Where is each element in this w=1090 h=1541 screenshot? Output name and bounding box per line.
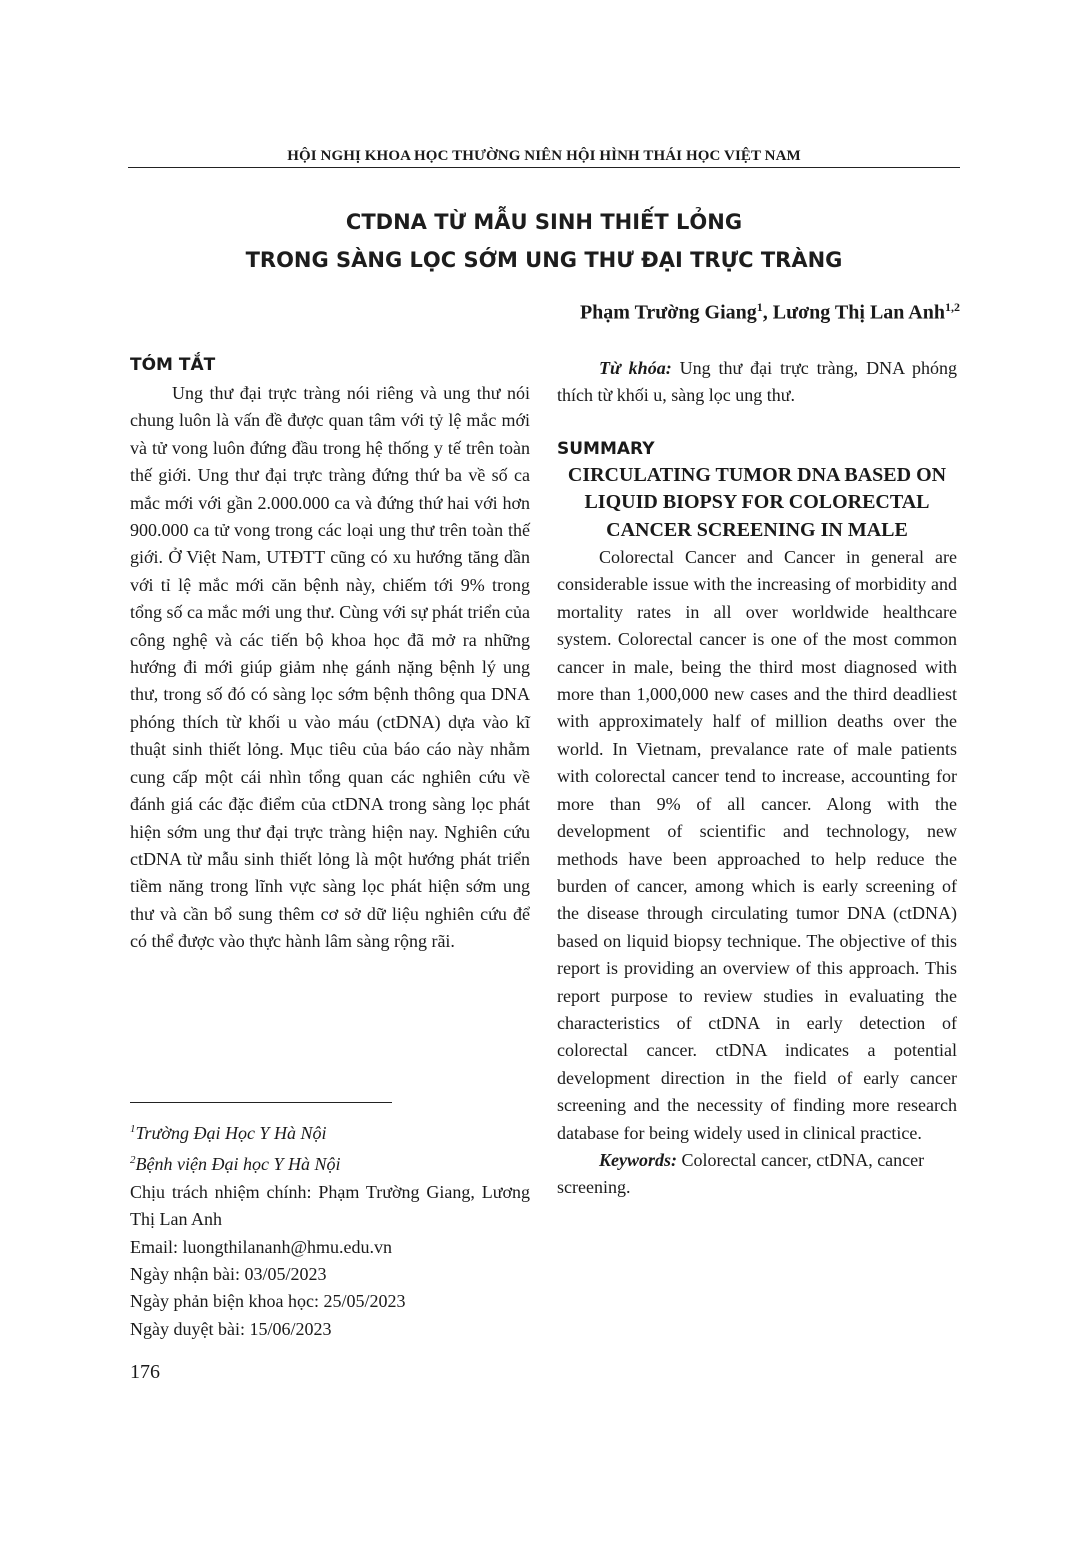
email-line: Email: luongthilananh@hmu.edu.vn (130, 1236, 393, 1257)
right-column (557, 355, 957, 1202)
author-1: Phạm Trường Giang (579, 301, 757, 324)
summary-body: Colorectal Cancer and Cancer in general are considerable issue with the increasing of morbidity and mortality rates in all over worldwide healthcare system. Colorectal cancer is one of the most common cancer in male, being the third most diagnosed with more than 1,000,000 new cases and the third deadliest with approximately half of million deaths over the world. In Vietnam, prevalance rate of male patients with colorectal cancer tend to increase, accounting for more than 9% of all cancer. Along with the development of scientific and technology, new methods have been approached to help reduce the burden of cancer, among which is early screening of the disease through circulating tumor DNA (ctDNA) based on liquid biopsy technique. The objective of this report is providing an overview of this approach. This report purpose to review studies in evaluating the characteristics of ctDNA in early detection of colorectal cancer. ctDNA indicates a potential development direction in the field of early cancer screening and the necessity of finding more research database for being widely used in clinical practice. (557, 547, 957, 1143)
title-line-1: CTDNA TỪ MẪU SINH THIẾT LỎNG (345, 210, 743, 234)
en-keywords (557, 1147, 957, 1202)
page-number: 176 (130, 1361, 160, 1383)
author-2: Lương Thị Lan Anh (772, 301, 945, 324)
affiliation-1 (130, 1116, 530, 1147)
summary-heading: SUMMARY (557, 438, 655, 459)
footnotes (130, 1116, 530, 1343)
en-keywords-text: Colorectal cancer, ctDNA, cancer screening. (557, 1149, 925, 1198)
summary-title: CIRCULATING TUMOR DNA BASED ON LIQUID BIOPSY FOR COLORECTAL CANCER SCREENING IN MALE (567, 463, 947, 541)
running-head: HỘI NGHỊ KHOA HỌC THƯỜNG NIÊN HỘI HÌNH THÁI HỌC VIỆT NAM (287, 148, 801, 164)
author-list (580, 300, 960, 325)
affiliation-2-mark: 2 (130, 1154, 136, 1167)
footnote-rule (130, 1102, 392, 1103)
accepted-date: Ngày duyệt bài: 15/06/2023 (130, 1318, 332, 1339)
author-separator: , (762, 301, 773, 324)
en-keywords-label: Keywords: (599, 1149, 677, 1170)
title-line-2: TRONG SÀNG LỌC SỚM UNG THƯ ĐẠI TRỰC TRÀNG (245, 248, 843, 272)
vi-keywords (557, 355, 957, 410)
affiliation-1-text: Trường Đại Học Y Hà Nội (135, 1123, 327, 1143)
corresponding-authors: Chịu trách nhiệm chính: Phạm Trường Giang, Lương Thị Lan Anh (130, 1181, 530, 1230)
header-rule (128, 167, 960, 168)
author-2-affiliation: 1,2 (945, 300, 960, 314)
affiliation-2 (130, 1147, 530, 1178)
abstract-body: Ung thư đại trực tràng nói riêng và ung thư nói chung luôn là vấn đề được quan tâm với tỷ lệ mắc mới và tử vong luôn đứng đầu trong hệ thống y tế trên toàn thế giới. Ung thư đại trực tràng đứng thứ ba về số ca mắc mới với gần 2.000.000 ca và đứng thứ hai với hơn 900.000 ca tử vong trong các loại ung thư trên toàn thế giới. Ở Việt Nam, UTĐTT cũng có xu hướng tăng dần với tỉ lệ mắc mới căn bệnh này, chiếm tới 9% trong tổng số ca mắc mới ung thư. Cùng với sự phát triển của công nghệ và các tiến bộ khoa học đã mở ra những hướng đi mới giúp giảm nhẹ gánh nặng bệnh lý ung thư, trong số đó có sàng lọc sớm bệnh thông qua DNA phóng thích từ khối u vào máu (ctDNA) dựa vào kĩ thuật sinh thiết lỏng. Mục tiêu của báo cáo này nhằm cung cấp một cái nhìn tổng quan các nghiên cứu về đánh giá các đặc điểm của ctDNA trong sàng lọc phát hiện sớm ung thư đại trực tràng hiện nay. Nghiên cứu ctDNA từ mẫu sinh thiết lỏng là một hướng phát triển tiềm năng trong lĩnh vực sàng lọc phát hiện sớm ung thư và cần bổ sung thêm cơ sở dữ liệu nghiên cứu để có thể được vào thực hành lâm sàng rộng rãi. (130, 383, 530, 952)
vi-keywords-label: Từ khóa: (599, 358, 672, 378)
review-date: Ngày phản biện khoa học: 25/05/2023 (130, 1291, 406, 1312)
abstract-heading: TÓM TẮT (130, 355, 216, 375)
received-date: Ngày nhận bài: 03/05/2023 (130, 1264, 327, 1285)
paper-title (128, 203, 960, 279)
affiliation-2-text: Bệnh viện Đại học Y Hà Nội (135, 1154, 341, 1175)
vi-keywords-text: Ung thư đại trực tràng, DNA phóng thích từ khối u, sàng lọc ung thư. (557, 358, 957, 406)
left-column (130, 352, 530, 956)
affiliation-1-mark: 1 (130, 1123, 136, 1135)
author-1-affiliation: 1 (756, 300, 763, 314)
